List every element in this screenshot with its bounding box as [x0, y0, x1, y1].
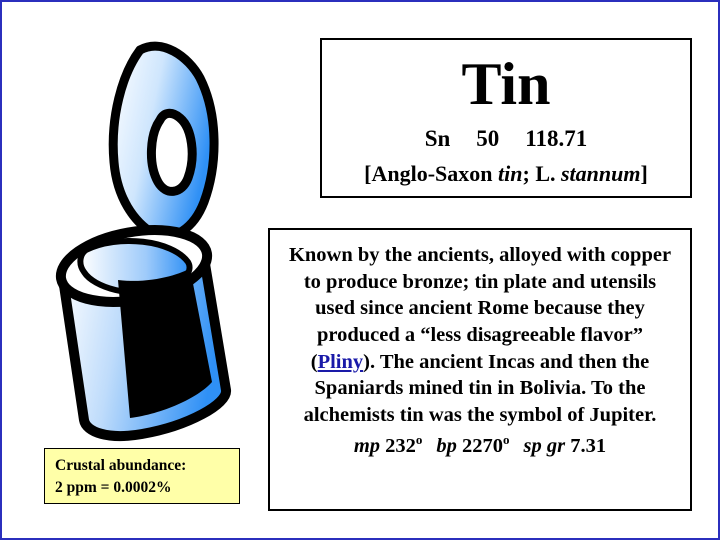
etymology-prefix: [Anglo-Saxon	[364, 161, 499, 186]
element-etymology	[322, 161, 690, 187]
specific-gravity-label: sp gr	[523, 435, 566, 458]
boiling-point-value: 2270	[462, 435, 504, 458]
pliny-link[interactable]: Pliny	[317, 350, 364, 373]
crustal-abundance-box	[44, 448, 240, 504]
element-symbol-line	[322, 126, 690, 152]
etymology-word-anglo-saxon: tin	[498, 161, 523, 186]
description-part2: ). The ancient Incas and then the Spaniards mined tin in Bolivia. To the alchemists tin was the symbol of Jupiter.	[303, 350, 657, 426]
crustal-abundance-label: Crustal abundance:	[55, 457, 187, 474]
element-title-box	[320, 38, 692, 198]
physical-properties	[284, 432, 676, 458]
etymology-suffix: ]	[640, 161, 648, 186]
atomic-number: 50	[476, 126, 500, 151]
etymology-word-latin: stannum	[561, 161, 641, 186]
etymology-mid: ; L.	[522, 161, 561, 186]
melting-point-label: mp	[353, 435, 381, 458]
melting-point-value: 232	[385, 435, 416, 458]
melting-point-unit: o	[415, 432, 423, 448]
description-text	[284, 242, 676, 428]
element-symbol: Sn	[424, 126, 451, 151]
boiling-point-label: bp	[436, 435, 457, 458]
boiling-point-unit: o	[503, 432, 510, 448]
element-description-box	[268, 228, 692, 511]
open-tin-can-illustration	[22, 22, 282, 442]
element-name: Tin	[461, 51, 551, 117]
can-lid-hole	[151, 113, 192, 191]
description-part1: Known by the ancients, alloyed with copper to produce bronze; tin plate and utensils used since ancient Rome because they produced a “less disagreeable flavor” (	[288, 244, 672, 373]
illustration-container	[22, 22, 282, 442]
crustal-abundance-value: 2 ppm = 0.0002%	[55, 479, 172, 497]
atomic-weight: 118.71	[525, 126, 588, 151]
specific-gravity-value: 7.31	[570, 435, 607, 458]
